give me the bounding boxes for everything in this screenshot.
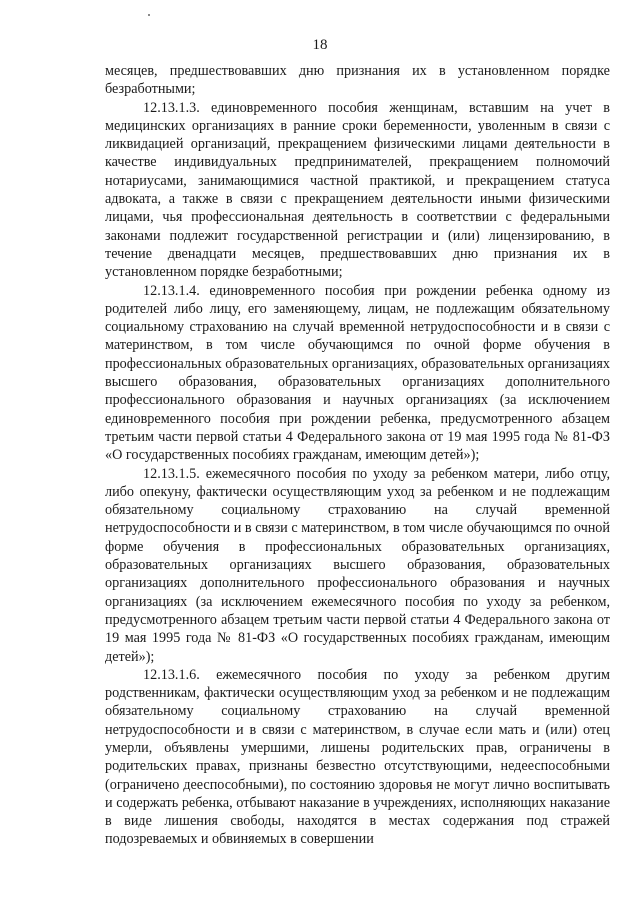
paragraph-12-13-1-4: 12.13.1.4. единовременного пособия при рождении ребенка одному из родителей либо лицу, его заменяющему, лицам, не подлежащим обязательному социальному страхованию на случай временной нетрудоспособности и в связи с материнством, в том числе обучающимся по очной форме обучения в профессиональных образовательных организациях, образовательных организациях высшего образования, образовательных организациях дополнительного профессионального образования и научных организациях (за исключением единовременного пособия при рождении ребенка, предусмотренного абзацем третьим части первой статьи 4 Федерального закона от 19 мая 1995 года № 81-ФЗ «О государственных пособиях гражданам, имеющим детей»); <box>105 282 610 464</box>
page-number: 18 <box>312 37 328 53</box>
paragraph-12-13-1-5: 12.13.1.5. ежемесячного пособия по уходу за ребенком матери, либо отцу, либо опекуну, фактически осуществляющим уход за ребенком и не подлежащим обязательному социальному страхованию на случай временной нетрудоспособности и в связи с материнством, в том числе обучающимся по очной форме обучения в профессиональных образовательных организациях, образовательных организациях высшего образования, образовательных организациях дополнительного профессионального образования и научных организациях (за исключением ежемесячного пособия по уходу за ребенком, предусмотренного абзацем третьим части первой статьи 4 Федерального закона от 19 мая 1995 года № 81-ФЗ «О государственных пособиях гражданам, имеющим детей»); <box>105 465 610 665</box>
paragraph-12-13-1-3: 12.13.1.3. единовременного пособия женщинам, вставшим на учет в медицинских организациях в ранние сроки беременности, уволенным в связи с ликвидацией организаций, прекращением физическими лицами деятельности в качестве индивидуальных предпринимателей, прекращением полномочий нотариусами, занимающимися частной практикой, и прекращением статуса адвоката, а также в связи с прекращением деятельности иными физическими лицами, чья профессиональная деятельность в соответствии с федеральными законами подлежит государственной регистрации и (или) лицензированию, в течение двенадцати месяцев, предшествовавших дню признания их в установленном порядке безработными; <box>105 99 610 281</box>
paragraph-continuation: месяцев, предшествовавших дню признания их в установленном порядке безработными; <box>105 63 610 98</box>
scan-artifact-dot <box>148 14 150 16</box>
document-body <box>105 62 610 849</box>
paragraph-12-13-1-6: 12.13.1.6. ежемесячного пособия по уходу за ребенком другим родственникам, фактически осуществляющим уход за ребенком и не подлежащим обязательному социальному страхованию на случай временной нетрудоспособности и в связи с материнством, в случае если мать и (или) отец умерли, объявлены умершими, лишены родительских прав, ограничены в родительских правах, признаны безвестно отсутствующими, недееспособными (ограничено дееспособными), по состоянию здоровья не могут лично воспитывать и содержать ребенка, отбывают наказание в учреждениях, исполняющих наказание в виде лишения свободы, находятся в местах содержания под стражей подозреваемых и обвиняемых в совершении <box>105 666 610 848</box>
